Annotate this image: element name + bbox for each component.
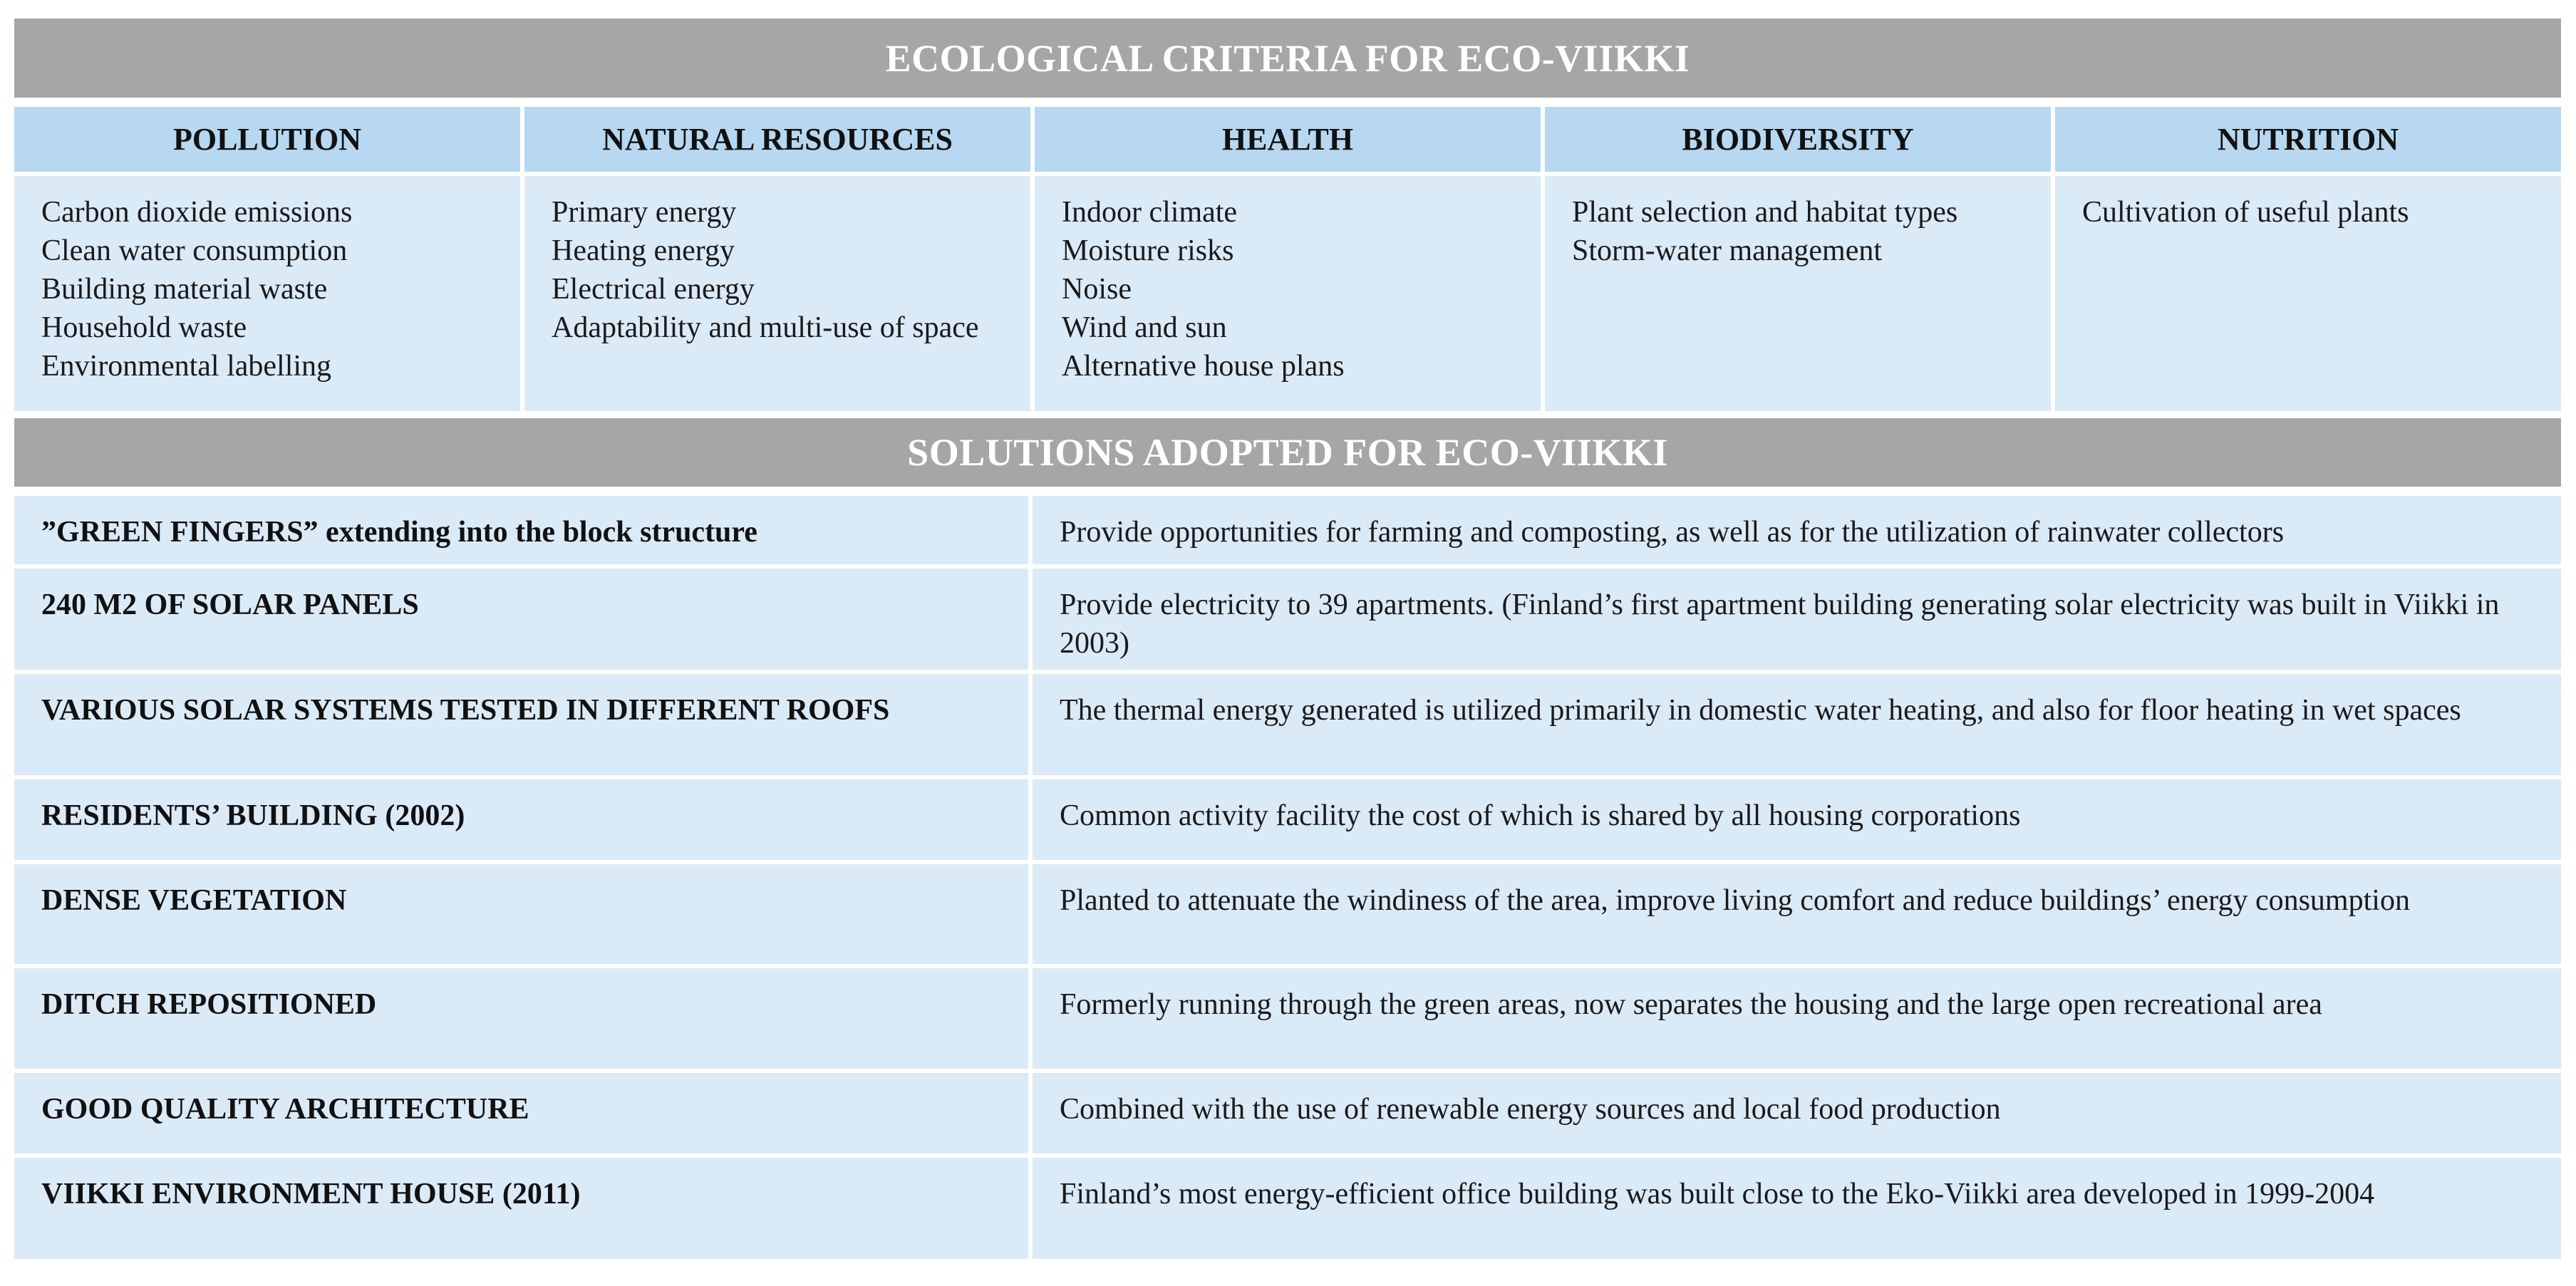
solution-description: Provide opportunities for farming and composting, as well as for the utilization of rainwater collectors [1033, 496, 2561, 564]
criteria-item: Adaptability and multi-use of space [552, 311, 979, 344]
solution-name: GOOD QUALITY ARCHITECTURE [14, 1073, 1028, 1153]
criteria-item: Moisture risks [1062, 234, 1234, 267]
table-row [14, 1073, 2561, 1153]
criteria-heading-biodiversity: BIODIVERSITY [1545, 107, 2051, 172]
solutions-table [14, 496, 2561, 1259]
criteria-item: Wind and sun [1062, 311, 1227, 344]
criteria-heading-natural-resources: NATURAL RESOURCES [524, 107, 1030, 172]
table-row [14, 569, 2561, 670]
solution-description: Planted to attenuate the windiness of the area, improve living comfort and reduce buildings’ energy consumption [1033, 864, 2561, 964]
criteria-item: Clean water consumption [41, 234, 348, 267]
table-row [14, 864, 2561, 964]
eco-viikki-table [14, 19, 2561, 1259]
criteria-item: Household waste [41, 311, 247, 344]
criteria-item: Indoor climate [1062, 196, 1238, 229]
table-row [14, 779, 2561, 860]
criteria-list-nutrition [2055, 176, 2561, 411]
solution-name: VARIOUS SOLAR SYSTEMS TESTED IN DIFFERENT ROOFS [14, 674, 1028, 775]
solution-name: 240 M2 OF SOLAR PANELS [14, 569, 1028, 670]
solution-description: Common activity facility the cost of which is shared by all housing corporations [1033, 779, 2561, 860]
criteria-heading-health: HEALTH [1035, 107, 1541, 172]
solution-description: Provide electricity to 39 apartments. (Finland’s first apartment building generating solar electricity was built in Viikki in 2003) [1033, 569, 2561, 670]
criteria-item: Environmental labelling [41, 350, 332, 383]
criteria-item: Primary energy [552, 196, 737, 229]
solution-description: Finland’s most energy-efficient office building was built close to the Eko-Viikki area developed in 1999-2004 [1033, 1158, 2561, 1259]
solutions-banner: SOLUTIONS ADOPTED FOR ECO-VIIKKI [14, 418, 2561, 487]
criteria-item: Noise [1062, 273, 1132, 306]
criteria-heading-pollution: POLLUTION [14, 107, 520, 172]
criteria-lists [14, 176, 2561, 411]
criteria-item: Electrical energy [552, 273, 755, 306]
criteria-list-biodiversity [1545, 176, 2051, 411]
criteria-item: Storm-water management [1572, 234, 1883, 267]
solution-description: The thermal energy generated is utilized primarily in domestic water heating, and also for floor heating in wet spaces [1033, 674, 2561, 775]
table-row [14, 968, 2561, 1069]
criteria-list-pollution [14, 176, 520, 411]
solution-name: RESIDENTS’ BUILDING (2002) [14, 779, 1028, 860]
criteria-banner: ECOLOGICAL CRITERIA FOR ECO-VIIKKI [14, 19, 2561, 98]
criteria-item: Carbon dioxide emissions [41, 196, 353, 229]
solution-name: VIIKKI ENVIRONMENT HOUSE (2011) [14, 1158, 1028, 1259]
solution-name: ”GREEN FINGERS” extending into the block structure [14, 496, 1028, 564]
solution-description: Formerly running through the green areas, now separates the housing and the large open recreational area [1033, 968, 2561, 1069]
criteria-item: Cultivation of useful plants [2082, 196, 2409, 229]
criteria-item: Heating energy [552, 234, 735, 267]
criteria-item: Plant selection and habitat types [1572, 196, 1958, 229]
table-row [14, 496, 2561, 564]
solution-name: DENSE VEGETATION [14, 864, 1028, 964]
table-row [14, 1158, 2561, 1259]
solution-name: DITCH REPOSITIONED [14, 968, 1028, 1069]
table-row [14, 674, 2561, 775]
criteria-headings [14, 107, 2561, 172]
criteria-item: Alternative house plans [1062, 350, 1345, 383]
criteria-item: Building material waste [41, 273, 328, 306]
criteria-heading-nutrition: NUTRITION [2055, 107, 2561, 172]
criteria-list-health [1035, 176, 1541, 411]
solution-description: Combined with the use of renewable energy sources and local food production [1033, 1073, 2561, 1153]
criteria-list-natural-resources [524, 176, 1030, 411]
